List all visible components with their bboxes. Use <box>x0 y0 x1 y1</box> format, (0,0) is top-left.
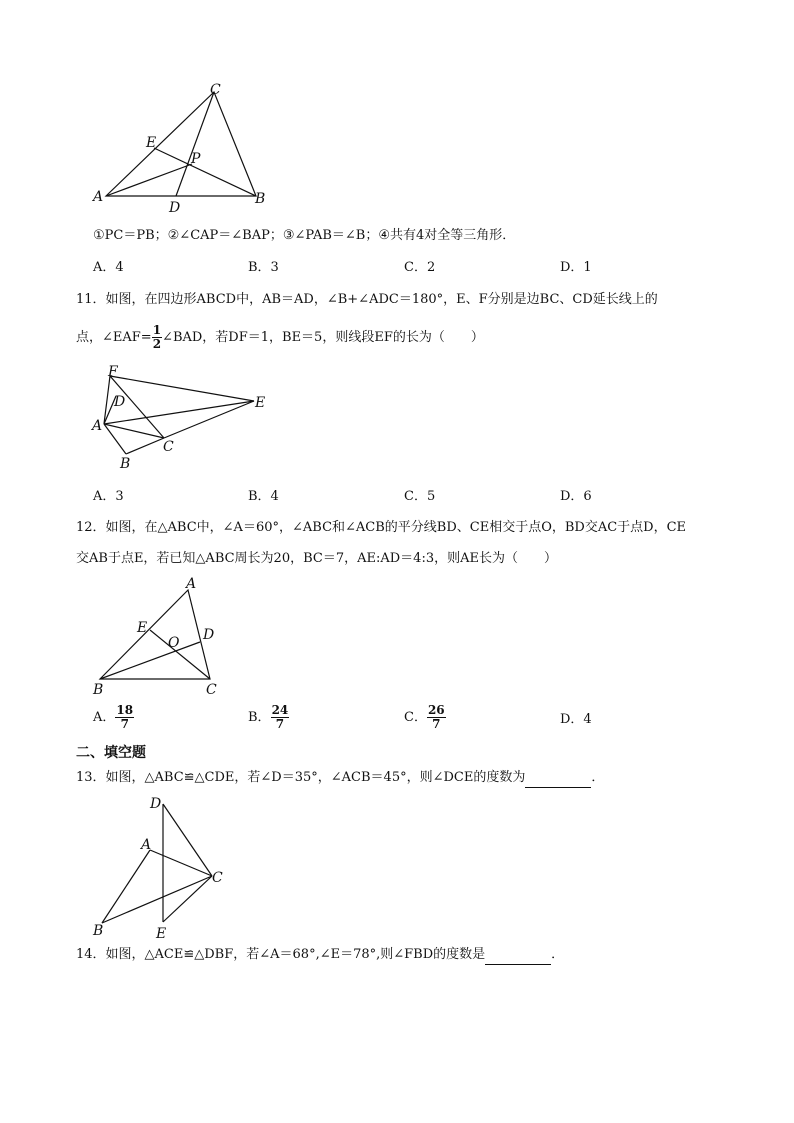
label-f: F <box>108 364 118 380</box>
label-b: B <box>93 682 104 698</box>
q14-text: 14．如图，△ACE≌△DBF，若∠A＝68°,∠E＝78°,则∠FBD的度数是 ． <box>76 945 564 965</box>
label-e: E <box>146 135 157 151</box>
q13-answer-blank[interactable] <box>525 773 591 788</box>
q11-line-1: 11．如图，在四边形ABCD中，AB＝AD，∠B+∠ADC＝180°，E、F分别是边BC、CD延长线上的 <box>76 292 658 307</box>
segment-cd <box>176 92 214 196</box>
q13-text: 13．如图，△ABC≌△CDE，若∠D＝35°，∠ACB＝45°，则∠DCE的度数为 ． <box>76 768 604 788</box>
label-c: C <box>206 682 217 698</box>
label-b: B <box>93 923 104 939</box>
q10-option-b: B．3 <box>248 260 279 275</box>
label-c: C <box>163 439 174 455</box>
label-o: O <box>168 635 180 651</box>
label-d: D <box>169 200 181 214</box>
q11-line-2 <box>76 324 484 351</box>
segment-ap <box>106 164 192 196</box>
q10-option-c: C．2 <box>404 260 436 275</box>
label-a: A <box>92 418 103 434</box>
figure-q11 <box>88 360 278 476</box>
figure-q10 <box>88 78 288 214</box>
section-title: 二、填空题 <box>76 745 146 761</box>
q12-option-c: C． $\frac{26}{7}$ <box>404 703 445 731</box>
q11-line-2-pre: 点，∠EAF= <box>76 330 152 345</box>
q12-line-1: 12．如图，在△ABC中，∠A＝60°，∠ABC和∠ACB的平分线BD、CE相交于点O，BD交AC于点D，CE <box>76 520 687 535</box>
q12-option-b: B． $\frac{24}{7}$ <box>248 703 289 731</box>
label-a: A <box>93 189 104 205</box>
label-p: P <box>191 151 201 167</box>
q12-option-d: D．4 <box>560 712 592 727</box>
figure-q13 <box>88 792 238 942</box>
label-c: C <box>212 870 223 886</box>
segment-bc <box>102 876 212 923</box>
label-d: D <box>114 394 126 410</box>
label-e: E <box>137 620 148 636</box>
segment-bc <box>126 438 164 454</box>
label-b: B <box>255 191 266 207</box>
q12-option-a: A． $\frac{18}{7}$ <box>93 703 134 731</box>
q11-option-c: C．5 <box>404 489 436 504</box>
q11-fraction: $\frac{1}{2}$ <box>152 323 162 351</box>
q12-line-2: 交AB于点E，若已知△ABC周长为20，BC＝7，AE:AD＝4:3，则AE长为（ ） <box>76 551 557 566</box>
label-b: B <box>120 456 131 472</box>
q11-option-a: A．3 <box>93 489 124 504</box>
segment-ae <box>104 401 254 424</box>
label-d: D <box>203 627 215 643</box>
label-a: A <box>141 837 152 853</box>
segment-ce <box>164 401 254 438</box>
triangle-abc <box>106 92 256 196</box>
segment-ab <box>102 850 150 923</box>
figure-q12 <box>88 574 238 700</box>
segment-ce <box>163 876 212 922</box>
label-c: C <box>210 82 221 98</box>
label-e: E <box>255 395 266 411</box>
q11-line-2-post: ∠BAD，若DF＝1，BE＝5，则线段EF的长为（ ） <box>162 330 484 345</box>
q10-option-d: D．1 <box>560 260 592 275</box>
segment-ce <box>150 630 210 679</box>
segment-fe <box>110 376 254 401</box>
q10-option-a: A．4 <box>93 260 124 275</box>
q10-statements: ①PC＝PB；②∠CAP＝∠BAP；③∠PAB＝∠B；④共有4对全等三角形． <box>93 228 516 243</box>
segment-bd <box>100 642 200 679</box>
label-e: E <box>156 926 167 942</box>
q11-option-b: B．4 <box>248 489 279 504</box>
q11-option-d: D．6 <box>560 489 592 504</box>
label-d: D <box>150 796 162 812</box>
q14-answer-blank[interactable] <box>485 950 551 965</box>
label-a: A <box>186 576 197 592</box>
